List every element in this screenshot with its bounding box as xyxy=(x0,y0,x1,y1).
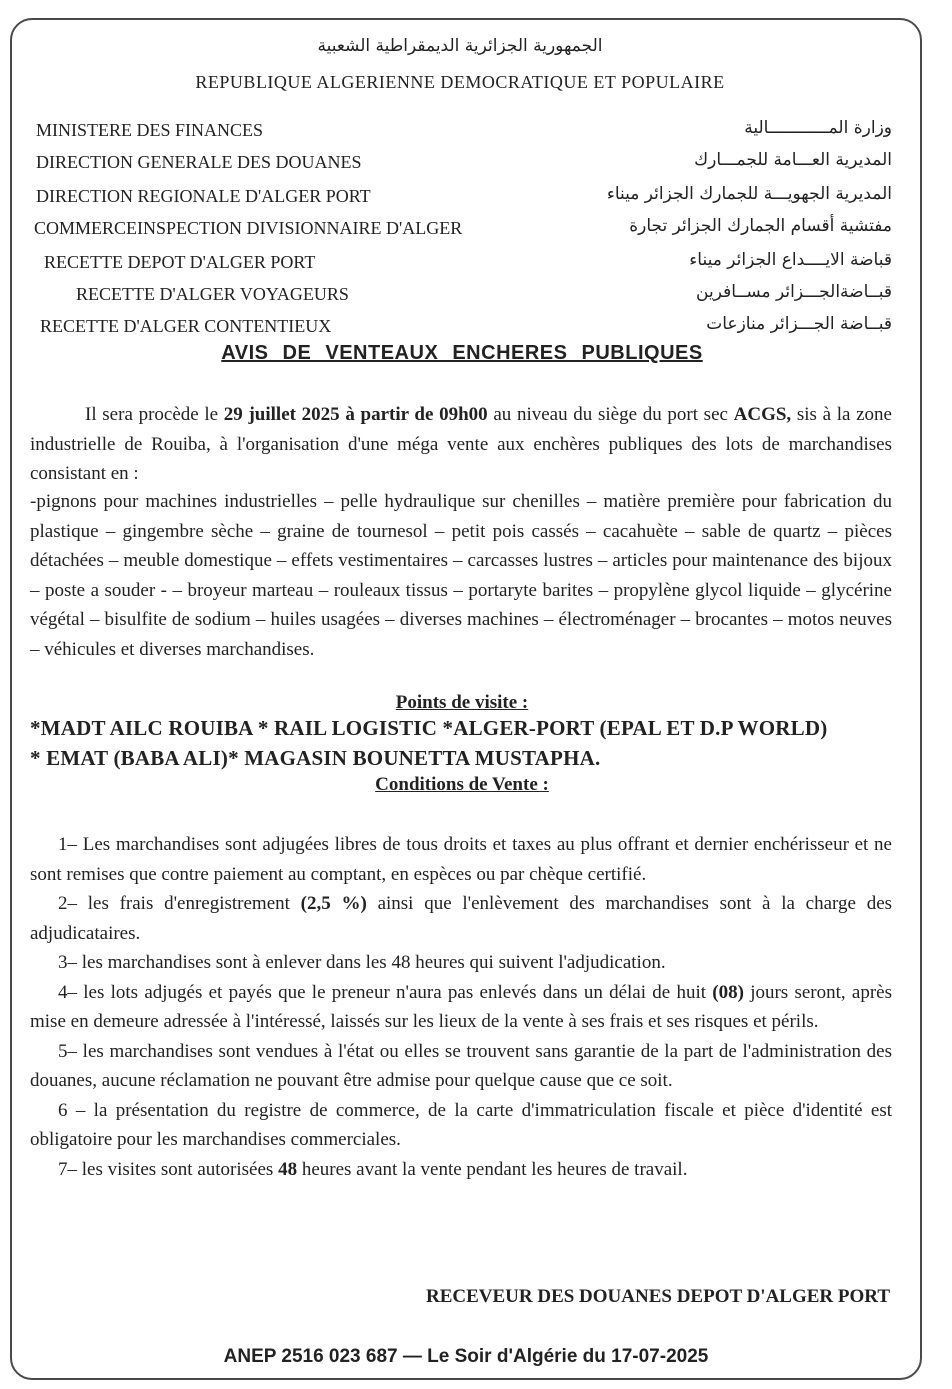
condition-6: 6 – la présentation du registre de commerce, de la carte d'immatriculation fiscale et pièce d'identité est obligatoire pour les marchandises commerciales. xyxy=(30,1099,892,1150)
conditions-heading: Conditions de Vente : xyxy=(375,774,549,795)
condition-2-text-b: ainsi que l'enlèvement des marchandises sont à la charge des adjudicataires. xyxy=(30,893,893,944)
visit-points-line-2: * EMAT (BABA ALI)* MAGASIN BOUNETTA MUSTAPHA. xyxy=(30,746,601,770)
publication-footer: ANEP 2516 023 687 — Le Soir d'Algérie du 17-07-2025 xyxy=(223,1346,709,1367)
condition-7-text-b: heures avant la vente pendant les heures de travail. xyxy=(297,1158,688,1180)
intro-text-3: sis à la zone industrielle de Rouiba, à l'organisation d'une méga vente aux enchères publiques des lots de marchandises consistant en : xyxy=(30,404,892,484)
condition-4 xyxy=(30,978,892,1037)
right-direction-regionale: المديرية الجهويـــة للجمارك الجزائر ميناء xyxy=(606,184,892,204)
french-republic-title: REPUBLIQUE ALGERIENNE DEMOCRATIQUE ET POPULAIRE xyxy=(195,72,725,92)
right-ministry: وزارة المــــــــــــالية xyxy=(744,118,892,138)
acgs-label: ACGS, xyxy=(733,404,792,425)
condition-7 xyxy=(30,1155,892,1185)
visit-points-line-1: *MADT AILC ROUIBA * RAIL LOGISTIC *ALGER-PORT (EPAL ET D.P WORLD) xyxy=(30,716,828,740)
condition-5: 5– les marchandises sont vendues à l'état ou elles se trouvent sans garantie de la part de l'administration des douanes, aucune réclamation ne pouvant être admise pour quelque cause que ce soit. xyxy=(30,1040,892,1091)
right-recette-voyageurs: قبــاضةالجـــزائر مســافرين xyxy=(696,282,892,302)
left-direction-regionale: DIRECTION REGIONALE D'ALGER PORT xyxy=(36,186,371,206)
left-recette-depot: RECETTE DEPOT D'ALGER PORT xyxy=(44,252,316,272)
condition-4-text-b: jours seront, après mise en demeure adressée à l'intéressé, laissés sur les lieux de la vente à ses frais et ses risques et périls. xyxy=(30,981,892,1032)
right-inspection: مفتشية أقسام الجمارك الجزائر تجارة xyxy=(629,216,892,236)
condition-7-text-a: 7– les visites sont autorisées xyxy=(58,1158,279,1180)
signature-line: RECEVEUR DES DOUANES DEPOT D'ALGER PORT xyxy=(425,1286,890,1307)
intro-text-1: Il sera procède le xyxy=(85,404,224,425)
visit-points-heading: Points de visite : xyxy=(395,692,529,713)
right-direction-generale: المديرية العـــامة للجمـــارك xyxy=(694,150,892,170)
left-recette-contentieux: RECETTE D'ALGER CONTENTIEUX xyxy=(40,316,332,336)
conditions-list xyxy=(30,830,892,1184)
merchandise-list: -pignons pour machines industrielles – pelle hydraulique sur chenilles – matière première pour fabrication du plastique – gingembre sèche – graine de tournesol – petit pois cassés – cacahuète – sable de quartz – pièces détachées – meuble domestique – effets vestimentaires – carcasses lustres – articles pour maintenance des bijoux – poste a souder - – broyeur marteau – rouleaux tissus – portaryte barites – propylène glycol liquide – glycérine végétal – bisulfite de sodium – huiles usagées – diverses machines – électroménager – brocantes – motos neuves – véhicules et diverses marchandises. xyxy=(30,491,892,660)
registration-fee-rate: (2,5 %) xyxy=(300,893,367,914)
left-inspection: COMMERCEINSPECTION DIVISIONNAIRE D'ALGER xyxy=(34,218,463,238)
notice-title: AVIS DE VENTEAUX ENCHERES PUBLIQUES xyxy=(221,342,703,364)
condition-3: 3– les marchandises sont à enlever dans les 48 heures qui suivent l'adjudication. xyxy=(58,952,666,973)
arabic-republic-title: الجمهورية الجزائرية الديمقراطية الشعبية xyxy=(317,36,603,56)
left-direction-generale: DIRECTION GENERALE DES DOUANES xyxy=(36,152,362,172)
intro-paragraph xyxy=(30,400,892,489)
visit-hours: 48 xyxy=(278,1158,298,1180)
intro-text-2: au niveau du siège du port sec xyxy=(487,404,734,425)
delay-days: (08) xyxy=(712,981,744,1003)
left-ministry: MINISTERE DES FINANCES xyxy=(36,120,264,140)
left-recette-voyageurs: RECETTE D'ALGER VOYAGEURS xyxy=(76,284,349,304)
condition-4-text-a: 4– les lots adjugés et payés que le preneur n'aura pas enlevés dans un délai de huit xyxy=(58,981,713,1003)
right-recette-contentieux: قبــاضة الجـــزائر منازعات xyxy=(706,314,892,334)
right-recette-depot: قباضة الايــــداع الجزائر ميناء xyxy=(689,250,892,270)
sale-date: 29 juillet 2025 à partir de 09h00 xyxy=(223,404,488,425)
condition-1: 1– Les marchandises sont adjugées libres de tous droits et taxes au plus offrant et dernier enchérisseur et ne sont remises que contre paiement au comptant, en espèces ou par chèque certifié. xyxy=(30,834,892,885)
condition-2-text-a: 2– les frais d'enregistrement xyxy=(58,893,301,914)
condition-2 xyxy=(30,889,892,948)
